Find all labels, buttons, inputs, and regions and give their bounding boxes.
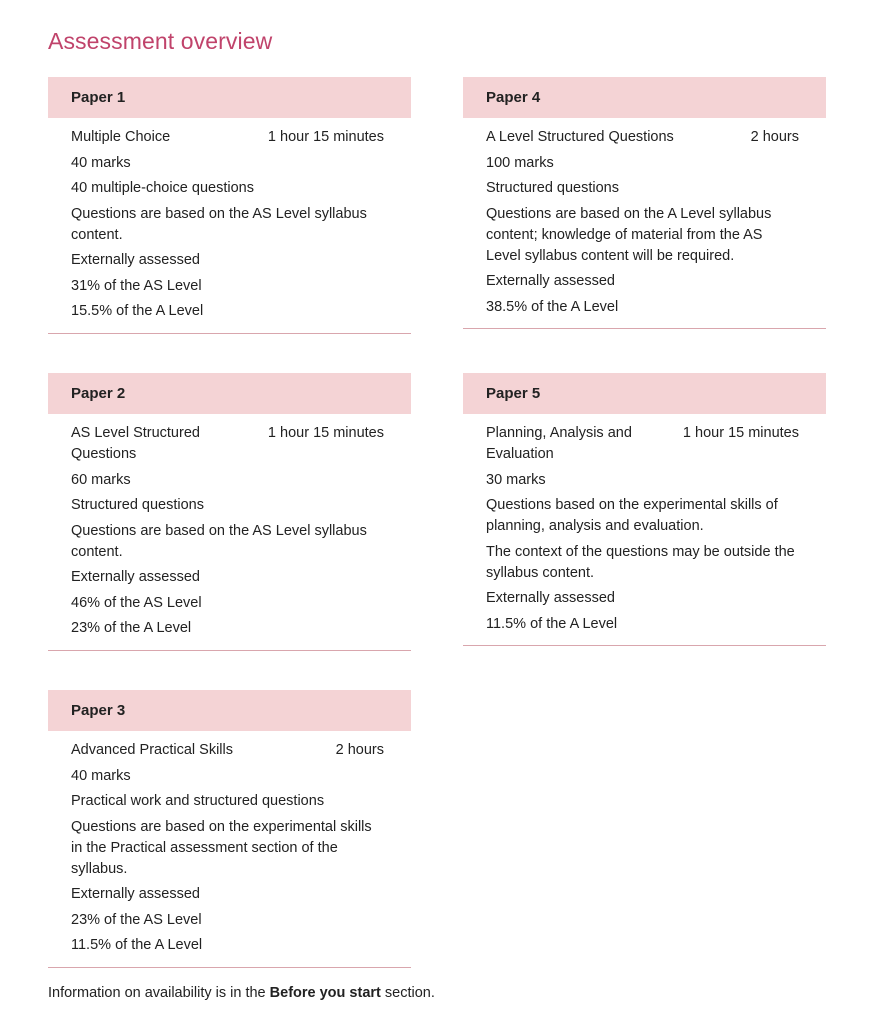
paper-detail-line: Structured questions bbox=[486, 180, 619, 196]
paper-details bbox=[463, 414, 826, 646]
paper-detail-line: 38.5% of the A Level bbox=[486, 298, 619, 315]
paper-detail-line: Externally assessed bbox=[71, 886, 200, 902]
paper-name: Paper 3 bbox=[48, 690, 411, 731]
before-you-start-ref: Before you start bbox=[269, 985, 381, 1001]
paper-detail-line: 30 marks bbox=[486, 471, 546, 488]
paper-detail-line: Externally assessed bbox=[486, 273, 615, 289]
paper-detail-line: Practical work and structured questions bbox=[71, 793, 325, 809]
paper-duration: 2 hours bbox=[750, 129, 799, 145]
paper-duration: 1 hour 15 minutes bbox=[682, 425, 799, 441]
paper-detail-line: 23% of the A Level bbox=[71, 620, 192, 636]
footer-suffix: section. bbox=[380, 985, 435, 1001]
paper-detail-line: Structured questions bbox=[71, 497, 204, 513]
paper-detail-line: 23% of the AS Level bbox=[71, 911, 202, 928]
paper-detail-line: 15.5% of the A Level bbox=[71, 303, 204, 319]
paper-type: Multiple Choice bbox=[71, 129, 171, 145]
paper-type: Advanced Practical Skills bbox=[71, 742, 233, 758]
paper-type: AS Level Structured Questions bbox=[71, 425, 200, 462]
paper-card-1 bbox=[48, 77, 411, 334]
paper-name: Paper 1 bbox=[48, 77, 411, 118]
paper-detail-line: Questions are based on the AS Level syllabus content. bbox=[71, 205, 367, 243]
paper-type-row bbox=[71, 740, 384, 761]
paper-name: Paper 4 bbox=[463, 77, 826, 118]
paper-card-2 bbox=[48, 373, 411, 651]
paper-details bbox=[48, 118, 411, 334]
paper-card-5 bbox=[463, 373, 826, 646]
paper-type-row bbox=[71, 423, 384, 465]
paper-name: Paper 5 bbox=[463, 373, 826, 414]
paper-detail-line: 100 marks bbox=[486, 154, 554, 171]
paper-type: A Level Structured Questions bbox=[486, 129, 674, 145]
paper-details bbox=[463, 118, 826, 329]
paper-detail-line: 40 marks bbox=[71, 767, 131, 784]
paper-detail-line: 31% of the AS Level bbox=[71, 277, 202, 294]
paper-duration: 1 hour 15 minutes bbox=[267, 129, 384, 145]
paper-detail-line: 11.5% of the A Level bbox=[71, 937, 203, 953]
paper-duration: 2 hours bbox=[335, 742, 384, 758]
paper-detail-line: 40 marks bbox=[71, 154, 131, 171]
paper-detail-line: Questions are based on the experimental skills in the Practical assessment section of the syllabus. bbox=[71, 818, 372, 877]
paper-detail-line: Externally assessed bbox=[71, 569, 200, 585]
paper-type: Planning, Analysis and Evaluation bbox=[486, 425, 632, 462]
page-title: Assessment overview bbox=[48, 28, 273, 54]
paper-details bbox=[48, 731, 411, 968]
paper-type-row bbox=[486, 127, 799, 148]
paper-detail-line: 11.5% of the A Level bbox=[486, 615, 618, 632]
paper-detail-line: Externally assessed bbox=[71, 252, 200, 268]
paper-type-row bbox=[486, 423, 799, 465]
paper-detail-line: Questions are based on the AS Level syllabus content. bbox=[71, 522, 367, 560]
paper-detail-line: Questions are based on the A Level syllabus content; knowledge of material from the AS Level syllabus content will be required. bbox=[486, 205, 772, 264]
paper-detail-line: 40 multiple-choice questions bbox=[71, 180, 254, 196]
footer-text: Information on availability is in the bbox=[48, 985, 270, 1001]
paper-detail-line: The context of the questions may be outside the syllabus content. bbox=[486, 543, 795, 581]
paper-details bbox=[48, 414, 411, 651]
availability-note bbox=[48, 985, 435, 1001]
paper-card-4 bbox=[463, 77, 826, 329]
paper-detail-line: Questions based on the experimental skills of planning, analysis and evaluation. bbox=[486, 497, 778, 534]
paper-detail-line: 60 marks bbox=[71, 471, 131, 488]
paper-detail-line: 46% of the AS Level bbox=[71, 594, 202, 611]
paper-detail-line: Externally assessed bbox=[486, 590, 615, 606]
paper-type-row bbox=[71, 127, 384, 148]
paper-card-3 bbox=[48, 690, 411, 968]
paper-name: Paper 2 bbox=[48, 373, 411, 414]
paper-duration: 1 hour 15 minutes bbox=[267, 425, 384, 441]
